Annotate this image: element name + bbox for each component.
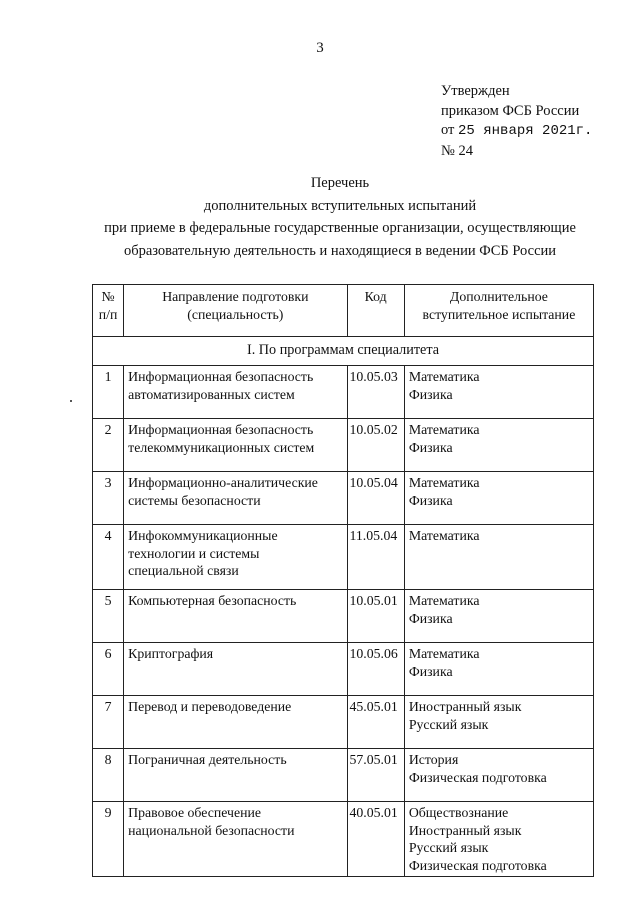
- header-num-line-1: №: [101, 289, 115, 304]
- row-number: 5: [93, 590, 124, 643]
- row-number: 1: [93, 366, 124, 419]
- table-row: [93, 419, 594, 472]
- header-code: [347, 285, 404, 337]
- header-exam-line-2: вступительное испытание: [422, 306, 576, 322]
- row-direction: [124, 696, 347, 749]
- approval-date: 25 января 2021г.: [458, 123, 593, 139]
- row-direction: [124, 472, 347, 525]
- table-row: [93, 525, 594, 590]
- document-title: Перечень: [310, 175, 370, 191]
- exam-line: Иностранный язык: [408, 699, 522, 714]
- exam-line: Русский язык: [408, 716, 489, 732]
- header-num: [93, 285, 124, 337]
- row-exams: [404, 749, 593, 802]
- direction-line: системы безопасности: [128, 492, 261, 508]
- direction-line: Пограничная деятельность: [128, 752, 287, 767]
- header-num-line-2: п/п: [98, 306, 118, 322]
- header-direction-line-1: Направление подготовки: [162, 289, 309, 304]
- row-direction: [124, 419, 347, 472]
- row-direction: [124, 802, 347, 877]
- exam-line: Математика: [408, 593, 480, 608]
- exam-line: Физика: [408, 492, 453, 508]
- row-code: 11.05.04: [347, 525, 404, 590]
- row-exams: [404, 802, 593, 877]
- scan-speck: [70, 400, 72, 402]
- page-number: 3: [316, 40, 324, 56]
- row-number: 7: [93, 696, 124, 749]
- table-row: [93, 366, 594, 419]
- row-code: 45.05.01: [347, 696, 404, 749]
- exam-line: Математика: [408, 369, 480, 384]
- header-exam-line-1: Дополнительное: [449, 289, 548, 304]
- direction-line: Криптография: [128, 646, 214, 661]
- exam-line: История: [408, 752, 459, 767]
- header-code-label: Код: [364, 289, 387, 304]
- row-code: 10.05.01: [347, 590, 404, 643]
- table-row: [93, 696, 594, 749]
- exams-table: [92, 284, 594, 877]
- table-header-row: [93, 285, 594, 337]
- header-exam: [404, 285, 593, 337]
- table-row: [93, 590, 594, 643]
- row-direction: [124, 366, 347, 419]
- exam-line: Математика: [408, 422, 480, 437]
- direction-line: Правовое обеспечение: [128, 805, 261, 820]
- section-title: I. По программам специалитета: [93, 337, 594, 366]
- row-exams: [404, 696, 593, 749]
- direction-line: технологии и системы: [128, 545, 260, 561]
- row-exams: [404, 643, 593, 696]
- row-number: 8: [93, 749, 124, 802]
- row-number: 9: [93, 802, 124, 877]
- exam-line: Математика: [408, 475, 480, 490]
- row-code: 10.05.04: [347, 472, 404, 525]
- direction-line: Компьютерная безопасность: [128, 593, 297, 608]
- row-exams: [404, 366, 593, 419]
- document-heading: [60, 172, 620, 262]
- direction-line: Информационная безопасность: [128, 369, 314, 384]
- row-code: 40.05.01: [347, 802, 404, 877]
- header-direction-line-2: (специальность): [187, 306, 284, 322]
- exam-line: Физическая подготовка: [408, 857, 547, 873]
- direction-line: специальной связи: [128, 563, 239, 578]
- approval-line-1: Утвержден: [441, 83, 510, 99]
- row-exams: [404, 472, 593, 525]
- row-number: 4: [93, 525, 124, 590]
- direction-line: национальной безопасности: [128, 822, 295, 838]
- heading-line-2: дополнительных вступительных испытаний: [203, 197, 477, 214]
- direction-line: Перевод и переводоведение: [128, 699, 292, 714]
- table-row: [93, 802, 594, 877]
- approval-number: 24: [458, 142, 473, 159]
- row-direction: [124, 525, 347, 590]
- row-number: 6: [93, 643, 124, 696]
- row-direction: [124, 749, 347, 802]
- row-number: 3: [93, 472, 124, 525]
- approval-date-prefix: от: [441, 122, 455, 138]
- direction-line: Инфокоммуникационные: [128, 528, 278, 543]
- row-direction: [124, 590, 347, 643]
- row-code: 57.05.01: [347, 749, 404, 802]
- approval-line-2: приказом ФСБ России: [441, 102, 580, 119]
- exam-line: Математика: [408, 528, 480, 543]
- row-code: 10.05.06: [347, 643, 404, 696]
- exam-line: Физика: [408, 610, 453, 626]
- exam-line: Физика: [408, 386, 453, 402]
- row-exams: [404, 525, 593, 590]
- section-row: [93, 337, 594, 366]
- exam-line: Физика: [408, 663, 453, 679]
- direction-line: телекоммуникационных систем: [128, 439, 315, 455]
- row-exams: [404, 590, 593, 643]
- row-direction: [124, 643, 347, 696]
- approval-date-line: [441, 121, 592, 142]
- row-number: 2: [93, 419, 124, 472]
- direction-line: Информационная безопасность: [128, 422, 314, 437]
- approval-number-prefix: №: [441, 142, 455, 159]
- header-direction: [124, 285, 347, 337]
- row-code: 10.05.03: [347, 366, 404, 419]
- direction-line: Информационно-аналитические: [128, 475, 318, 490]
- row-exams: [404, 419, 593, 472]
- table-row: [93, 749, 594, 802]
- approval-number-line: [441, 142, 592, 162]
- table-row: [93, 472, 594, 525]
- exam-line: Русский язык: [408, 840, 489, 855]
- exam-line: Обществознание: [408, 805, 509, 820]
- approval-block: [441, 82, 592, 161]
- row-code: 10.05.02: [347, 419, 404, 472]
- direction-line: автоматизированных систем: [128, 386, 295, 402]
- exam-line: Иностранный язык: [408, 822, 522, 838]
- exam-line: Физика: [408, 439, 453, 455]
- exam-line: Физическая подготовка: [408, 769, 547, 785]
- table-row: [93, 643, 594, 696]
- heading-line-3: при приеме в федеральные государственные организации, осуществляющие: [104, 220, 576, 236]
- heading-line-4: образовательную деятельность и находящиеся в ведении ФСБ России: [123, 242, 557, 259]
- exam-line: Математика: [408, 646, 480, 661]
